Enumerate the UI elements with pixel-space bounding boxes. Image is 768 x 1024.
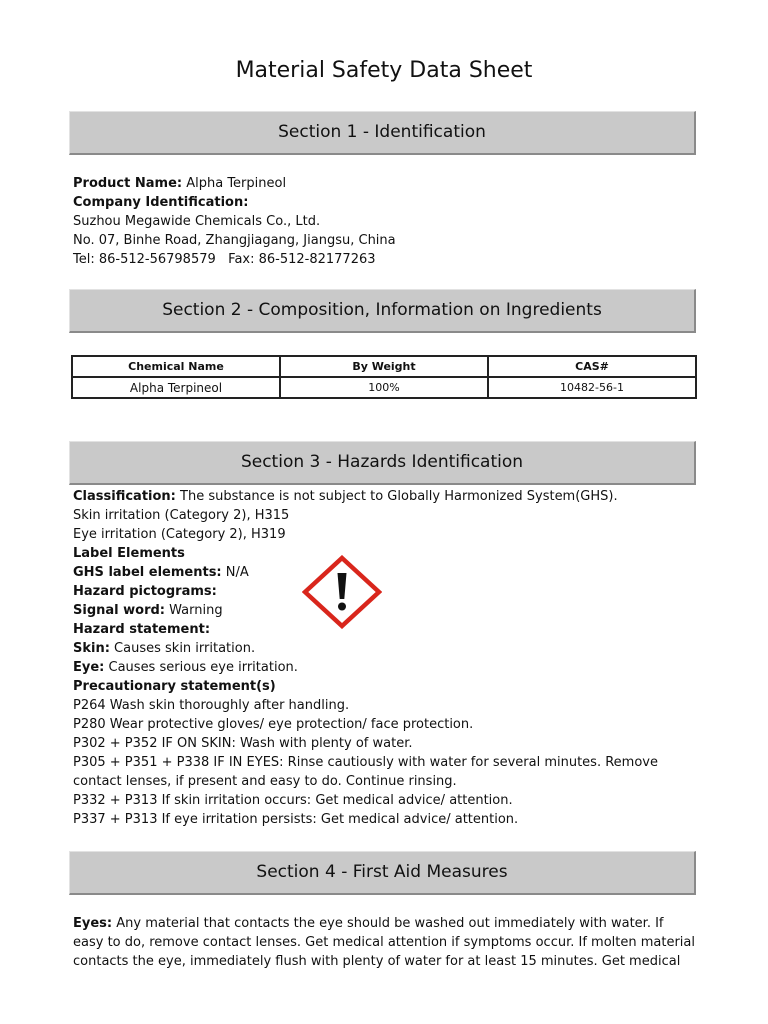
company-address: No. 07, Binhe Road, Zhangjiagang, Jiangsu, China: [73, 233, 396, 248]
ingredients-table: [71, 355, 697, 399]
exclamation-mark-diamond-icon: [302, 555, 382, 629]
cell-by-weight: 100%: [280, 377, 488, 398]
column-header-by-weight: By Weight: [280, 356, 488, 377]
column-header-cas: CAS#: [488, 356, 696, 377]
eye-statement-line: [73, 658, 703, 677]
eyes-value: Any material that contacts the eye should be washed out immediately with water. If easy to do, remove contact lenses. Get medical attention if symptoms occur. If molten material contacts the eye, immediately flush with plenty of water for at least 15 minutes. Get medical: [73, 916, 695, 969]
eye-category: Eye irritation (Category 2), H319: [73, 527, 286, 542]
cell-cas: 10482-56-1: [488, 377, 696, 398]
section-4-header: Section 4 - First Aid Measures: [69, 851, 696, 895]
section-1-body: [73, 174, 703, 269]
hazard-statement-label: Hazard statement:: [73, 622, 211, 637]
p337-statement: P337 + P313 If eye irritation persists: Get medical advice/ attention.: [73, 812, 519, 827]
section-2-header: Section 2 - Composition, Information on Ingredients: [69, 289, 696, 333]
classification-label: Classification:: [73, 489, 176, 504]
eye-value: Causes serious eye irritation.: [104, 660, 298, 675]
skin-category: Skin irritation (Category 2), H315: [73, 508, 290, 523]
company-identification-label: Company Identification:: [73, 195, 249, 210]
section-3-header: Section 3 - Hazards Identification: [69, 441, 696, 485]
table-header-row: [72, 356, 696, 377]
classification-value: The substance is not subject to Globally Harmonized System(GHS).: [175, 489, 618, 504]
ghs-label-line: [73, 563, 703, 582]
p305-statement: P305 + P351 + P338 IF IN EYES: Rinse cautiously with water for several minutes. Remove contact lenses, if present and easy to do. Continue rinsing.: [73, 755, 658, 789]
signal-word-line: [73, 601, 703, 620]
eyes-first-aid: [73, 914, 698, 971]
ghs-label: GHS label elements:: [73, 565, 222, 580]
skin-value: Causes skin irritation.: [109, 641, 256, 656]
page-title: Material Safety Data Sheet: [235, 58, 533, 83]
cell-chemical-name: Alpha Terpineol: [72, 377, 280, 398]
section-4-body: [73, 914, 698, 971]
company-contact: Tel: 86-512-56798579 Fax: 86-512-82177263: [73, 252, 376, 267]
product-name-line: [73, 174, 703, 193]
skin-label: Skin:: [73, 641, 110, 656]
precautionary-statements-label: Precautionary statement(s): [73, 679, 276, 694]
classification-line: [73, 487, 703, 506]
signal-word-label: Signal word:: [73, 603, 165, 618]
eyes-label: Eyes:: [73, 916, 113, 931]
product-name-value: Alpha Terpineol: [182, 176, 287, 191]
section-1-header: Section 1 - Identification: [69, 111, 696, 155]
p332-statement: P332 + P313 If skin irritation occurs: Get medical advice/ attention.: [73, 793, 513, 808]
table-row: [72, 377, 696, 398]
p302-statement: P302 + P352 IF ON SKIN: Wash with plenty of water.: [73, 736, 413, 751]
skin-statement-line: [73, 639, 703, 658]
company-name: Suzhou Megawide Chemicals Co., Ltd.: [73, 214, 321, 229]
p280-statement: P280 Wear protective gloves/ eye protection/ face protection.: [73, 717, 474, 732]
p264-statement: P264 Wash skin thoroughly after handling.: [73, 698, 350, 713]
eye-label: Eye:: [73, 660, 105, 675]
hazard-pictograms-label: Hazard pictograms:: [73, 584, 217, 599]
ghs-value: N/A: [221, 565, 249, 580]
signal-word-value: Warning: [165, 603, 223, 618]
column-header-chemical-name: Chemical Name: [72, 356, 280, 377]
product-name-label: Product Name:: [73, 176, 183, 191]
section-3-body: [73, 487, 703, 829]
label-elements-heading: Label Elements: [73, 546, 185, 561]
